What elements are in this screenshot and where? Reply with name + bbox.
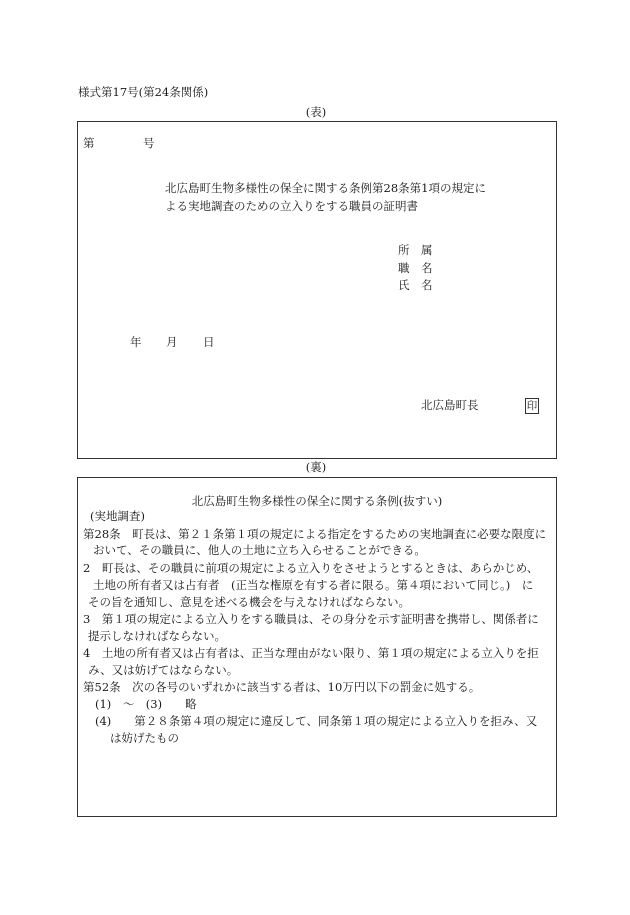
excerpt-line: (実地調査) [90, 509, 145, 523]
date-year-label: 年 [130, 335, 142, 349]
excerpt-line: 2 町長は、その職員に前項の規定による立入りをさせようとするときは、あらかじめ、 [83, 561, 539, 575]
excerpt-line: (4) 第２８条第４項の規定に違反して、同条第１項の規定による立入りを拒み、又 [95, 714, 538, 728]
field-name-label: 氏 名 [398, 278, 433, 292]
excerpt-line: (1) 〜 (3) 略 [95, 697, 197, 711]
date-month-label: 月 [166, 335, 178, 349]
excerpt-line: 3 第１項の規定による立入りをする職員は、その身分を示す証明書を携帯し、関係者に [83, 612, 539, 626]
front-side-label: (表) [305, 105, 327, 119]
excerpt-line: その旨を通知し、意見を述べる機会を与えなければならない。 [88, 595, 410, 609]
certificate-number-suffix: 号 [143, 136, 155, 150]
excerpt-line: は妨げたもの [110, 731, 179, 745]
back-side-label: (裏) [305, 460, 327, 474]
excerpt-line: 土地の所有者又は占有者 (正当な権原を有する者に限る。第４項において同じ。) に [93, 578, 534, 592]
form-number: 様式第17号(第24条関係) [78, 85, 209, 99]
field-position-label: 職 名 [398, 261, 433, 275]
certificate-title-line-2: よる実地調査のための立入りをする職員の証明書 [165, 199, 418, 213]
front-certificate-box [77, 121, 557, 459]
issuer-name: 北広島町長 [421, 398, 479, 412]
excerpt-line: 第28条 町長は、第２１条第１項の規定による指定をするための実地調査に必要な限度に [83, 527, 547, 541]
excerpt-line: 提示しなければならない。 [88, 629, 226, 643]
certificate-number-prefix: 第 [83, 136, 95, 150]
field-affiliation-label: 所 属 [398, 243, 433, 257]
date-day-label: 日 [203, 335, 215, 349]
excerpt-line: 第52条 次の各号のいずれかに該当する者は、10万円以下の罰金に処する。 [83, 680, 481, 694]
certificate-title-line-1: 北広島町生物多様性の保全に関する条例第28条第1項の規定に [165, 181, 486, 195]
seal-mark: 印 [526, 400, 538, 412]
excerpt-line: み、又は妨げてはならない。 [88, 663, 239, 677]
excerpt-title: 北広島町生物多様性の保全に関する条例(抜すい) [191, 494, 443, 508]
excerpt-line: おいて、その職員に、他人の土地に立ち入らせることができる。 [93, 543, 426, 557]
excerpt-line: 4 土地の所有者又は占有者は、正当な理由がない限り、第１項の規定による立入りを拒 [83, 646, 539, 660]
